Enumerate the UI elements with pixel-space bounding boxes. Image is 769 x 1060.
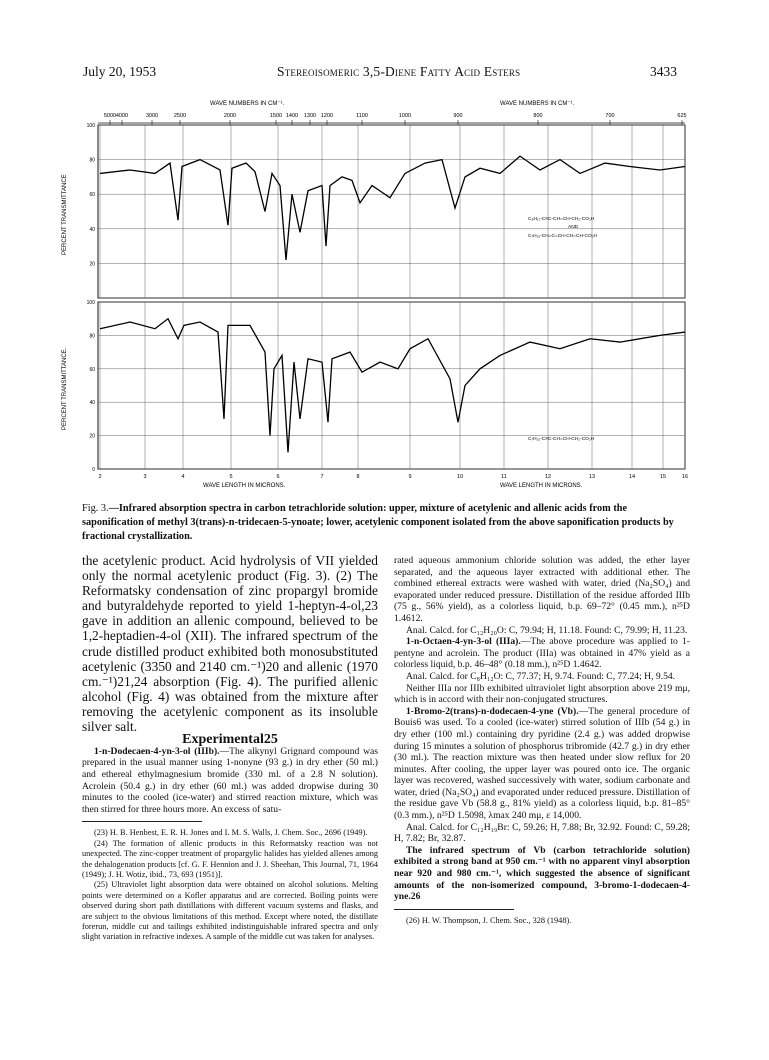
wavelength-tick: 3 xyxy=(143,474,147,480)
compound-title-IIIa: 1-n-Octaen-4-yn-3-ol (IIIa). xyxy=(406,636,521,648)
upper-structure-2: C₇H₁₅-CH=C=CH-CH=CH-CO₂H xyxy=(528,234,598,239)
y-tick: 40 xyxy=(89,226,95,233)
y-tick: 80 xyxy=(89,333,95,340)
upper-structure-and: AND xyxy=(568,225,579,230)
wavelength-tick: 7 xyxy=(320,474,324,480)
wavelength-ticks xyxy=(98,474,688,480)
left-column xyxy=(82,553,378,943)
experimental-heading: Experimental25 xyxy=(182,732,278,748)
y-tick: 100 xyxy=(86,300,95,306)
lower-y-axis-label: PERCENT TRANSMITTANCE. xyxy=(62,347,68,430)
right-paragraph-6: 1-Bromo-2(trans)-n-dodecaen-4-yne (Vb).—The general procedure of Bouis6 was used. To a cooled (ice-water) stirred solution of IIIb (54 g.) in dry ether (100 ml.) containing dry pyridine (2.4 g.) was added dropwise during 15 minutes a solution of phosphorus tribromide (42.7 g.) in dry ether (30 ml.). The reaction mixture was then heated under slow reflux for 20 minutes. After cooling, the upper layer was poured onto ice. The organic layer was recovered, washed successively with water, sodium carbonate and water, dried (Na₂SO₄) and evaporated under reduced pressure. Distillation of the residue gave Vb (58.8 g., 81% yield) as a colorless liquid, b.p. 81–85° (0.3 mm.), n²⁵D 1.5098, λmax 240 mμ, ε 14,000. xyxy=(394,705,691,822)
footnote-rule-right xyxy=(394,909,514,910)
lower-spectrum-trace xyxy=(100,319,685,453)
y-tick: 20 xyxy=(89,261,95,268)
wave-number-tick: 1000 xyxy=(398,113,412,119)
wave-number-label-right: WAVE NUMBERS IN CM⁻¹. xyxy=(500,101,575,107)
wave-number-tick: 700 xyxy=(605,113,615,119)
wave-number-tick: 625 xyxy=(677,113,687,119)
wave-number-tick: 2000 xyxy=(223,113,237,119)
compound-title-IIIb: 1-n-Dodecaen-4-yn-3-ol (IIIb). xyxy=(94,745,220,757)
running-date: July 20, 1953 xyxy=(83,64,157,79)
wavelength-tick: 4 xyxy=(181,474,185,480)
analysis-IIIa: Anal. Calcd. for C₈H₁₂O: C, 77.37; H, 9.74. Found: C, 77.24; H, 9.54. xyxy=(406,670,676,682)
wavelength-tick: 2 xyxy=(98,474,102,480)
footnote-26: (26) H. W. Thompson, J. Chem. Soc., 328 (1948). xyxy=(406,915,572,925)
wave-number-tick: 900 xyxy=(453,113,463,119)
wavelength-tick: 12 xyxy=(544,474,552,480)
wave-number-tick: 1100 xyxy=(356,113,368,119)
left-paragraph-1: the acetylenic product. Acid hydrolysis of VII yielded only the normal acetylenic product (Fig. 3). (2) The Reformatsky condensation of zinc propargyl bromide and butyraldehyde reported to yield 1-heptyn-4-ol,23 gave in addition an allenic compound, believed to be 1,2-heptadien-4-ol (XII). The infrared spectrum of the crude distilled product exhibited both monosubstituted acetylenic (3350 and 2140 cm.⁻¹)20 and allenic (1970 cm.⁻¹)21,24 absorption (Fig. 4). The purified allenic alcohol (Fig. 4) was obtained from the mixture after removing the acetylenic component as its insoluble silver salt. xyxy=(82,553,378,735)
page-number: 3433 xyxy=(650,64,677,79)
analysis-Vb: Anal. Calcd. for C₁₂H₁₉Br: C, 59.26; H, 7.88; Br, 32.92. Found: C, 59.28; H, 7.82; Br, 32.87. xyxy=(394,821,690,845)
wave-number-tick: 1300 xyxy=(303,113,317,119)
right-paragraph-3: 1-n-Octaen-4-yn-3-ol (IIIa).—The above procedure was applied to 1-pentyne and acrolein. The product (IIIa) was obtained in 47% yield as a colorless liquid, b.p. 46–48° (0.18 mm.), n²⁵D 1.4642. xyxy=(394,636,690,671)
wavelength-tick: 14 xyxy=(628,474,636,480)
lower-structure: C₇H₁₅-C≡C-CH=CH-CH₂-CO₂H xyxy=(528,437,595,442)
wavelength-tick: 9 xyxy=(408,474,412,480)
footnote-23: (23) H. B. Henbest, E. R. H. Jones and I. M. S. Walls, J. Chem. Soc., 2696 (1949). xyxy=(94,828,368,838)
wavelength-tick: 8 xyxy=(356,474,360,480)
right-paragraph-8: The infrared spectrum of Vb (carbon tetrachloride solution) exhibited a strong band at 950 cm.⁻¹ with no apparent vinyl absorption near 920 and 980 cm.⁻¹, which suggested the absence of significant amounts of the non-isomerized compound, 3-bromo-1-dodecaen-4-yne.26 xyxy=(394,844,690,903)
footnote-24: (24) The formation of allenic products in this Reformatsky reaction was not unexpected. The zinc-copper treatment of propargylic halides has yielded allenes among the dehalogenation products [cf. G. F. Hennion and J. J. Sheehan, This Journal, 71, 1964 (1949); J. H. Wotiz, ibid., 73, 693 (1951)]. xyxy=(82,838,378,879)
y-tick: 40 xyxy=(89,400,95,407)
upper-spectrum-panel xyxy=(62,123,685,298)
wavelength-tick: 10 xyxy=(456,474,464,480)
figure-caption xyxy=(82,502,690,544)
right-paragraph-1: rated aqueous ammonium chloride solution was added, the ether layer separated, and the aqueous layer extracted with additional ether. The combined ethereal extracts were washed with water, dried (Na₂SO₄) and evaporated under reduced pressure. Distillation of the residue afforded IIIb (75 g., 56% yield), as a colorless liquid, b.p. 69–72° (0.45 mm.), n²⁵D 1.4612. xyxy=(394,555,690,624)
running-title: Stereoisomeric 3,5-Diene Fatty Acid Esters xyxy=(277,64,521,79)
wave-number-tick: 1400 xyxy=(285,113,299,119)
y-tick: 0 xyxy=(92,467,95,473)
footnote-25: (25) Ultraviolet light absorption data were obtained on alcohol solutions. Melting points were determined on a Kofler apparatus and are corrected. Boiling points were observed during short path distillations with different vacuum systems and flasks, and are subject to the obvious limitations of this method. Except where noted, the distillate forerun, middle cut and tailings exhibited indistinguishable infrared spectra and only slight variation in refractive indexes. A sample of the middle cut was taken for analyses. xyxy=(82,880,378,942)
y-tick: 20 xyxy=(89,433,95,440)
caption-label: Fig. 3. xyxy=(82,503,109,514)
wave-number-tick: 800 xyxy=(533,113,543,119)
upper-spectrum-trace xyxy=(100,156,685,260)
wave-number-label-left: WAVE NUMBERS IN CM⁻¹. xyxy=(210,101,285,107)
right-column xyxy=(394,555,690,926)
analysis-IIIb: Anal. Calcd. for C₁₂H₂₀O: C, 79.94; H, 11.18. Found: C, 79.99; H, 11.23. xyxy=(406,624,688,636)
left-paragraph-2: 1-n-Dodecaen-4-yn-3-ol (IIIb).—The alkynyl Grignard compound was prepared in the usual manner using 1-nonyne (93 g.) in dry ether (50 ml.) and ethereal ethylmagnesium bromide (330 ml. of a 2.8 N solution). Acrolein (50.4 g.) in dry ether (60 ml.) was added dropwise during 30 minutes to the cooled (ice-water) and stirred reaction mixture, which was then stirred for three hours more. An excess of satu- xyxy=(82,745,378,815)
y-tick: 80 xyxy=(89,157,95,164)
wave-number-tick: 1500 xyxy=(269,113,283,119)
upper-y-axis-label: PERCENT TRANSMITTANCE xyxy=(62,174,68,255)
wave-number-tick: 3000 xyxy=(145,113,159,119)
wavelength-tick: 11 xyxy=(501,474,507,480)
upper-structure-1: C₈H₁₇-C≡C-CH=CH-CH₂-CO₂H xyxy=(528,217,595,222)
lower-spectrum-panel xyxy=(62,300,685,473)
wave-number-tick: 4000 xyxy=(115,113,129,119)
caption-text: —Infrared absorption spectra in carbon tetrachloride solution: upper, mixture of acetylenic and allenic acids from the saponification of methyl 3(trans)-n-tridecaen-5-ynoate; lower, acetylenic component isolated from the above saponification products by fractional crystallization. xyxy=(82,503,674,542)
y-tick: 60 xyxy=(89,366,95,373)
wave-number-tick: 5000 xyxy=(103,113,117,119)
wavelength-tick: 6 xyxy=(276,474,280,480)
wavelength-tick: 5 xyxy=(229,474,233,480)
wavelength-tick: 13 xyxy=(588,474,596,480)
wavelength-tick: 16 xyxy=(681,474,689,480)
wavelength-tick: 15 xyxy=(659,474,667,480)
wave-number-tick: 1200 xyxy=(320,113,334,119)
y-tick: 60 xyxy=(89,192,95,199)
wavelength-label-left: WAVE LENGTH IN MICRONS. xyxy=(203,483,286,489)
wave-number-tick: 2500 xyxy=(173,113,187,119)
footnote-rule xyxy=(82,821,202,822)
y-tick: 100 xyxy=(86,123,95,129)
compound-title-Vb: 1-Bromo-2(trans)-n-dodecaen-4-yne (Vb). xyxy=(406,705,579,717)
wavelength-label-right: WAVE LENGTH IN MICRONS. xyxy=(500,483,583,489)
ir-spectra-figure xyxy=(60,95,700,495)
right-paragraph-5: Neither IIIa nor IIIb exhibited ultraviolet light absorption above 219 mμ, which is in accord with their non-conjugated structures. xyxy=(394,682,690,706)
